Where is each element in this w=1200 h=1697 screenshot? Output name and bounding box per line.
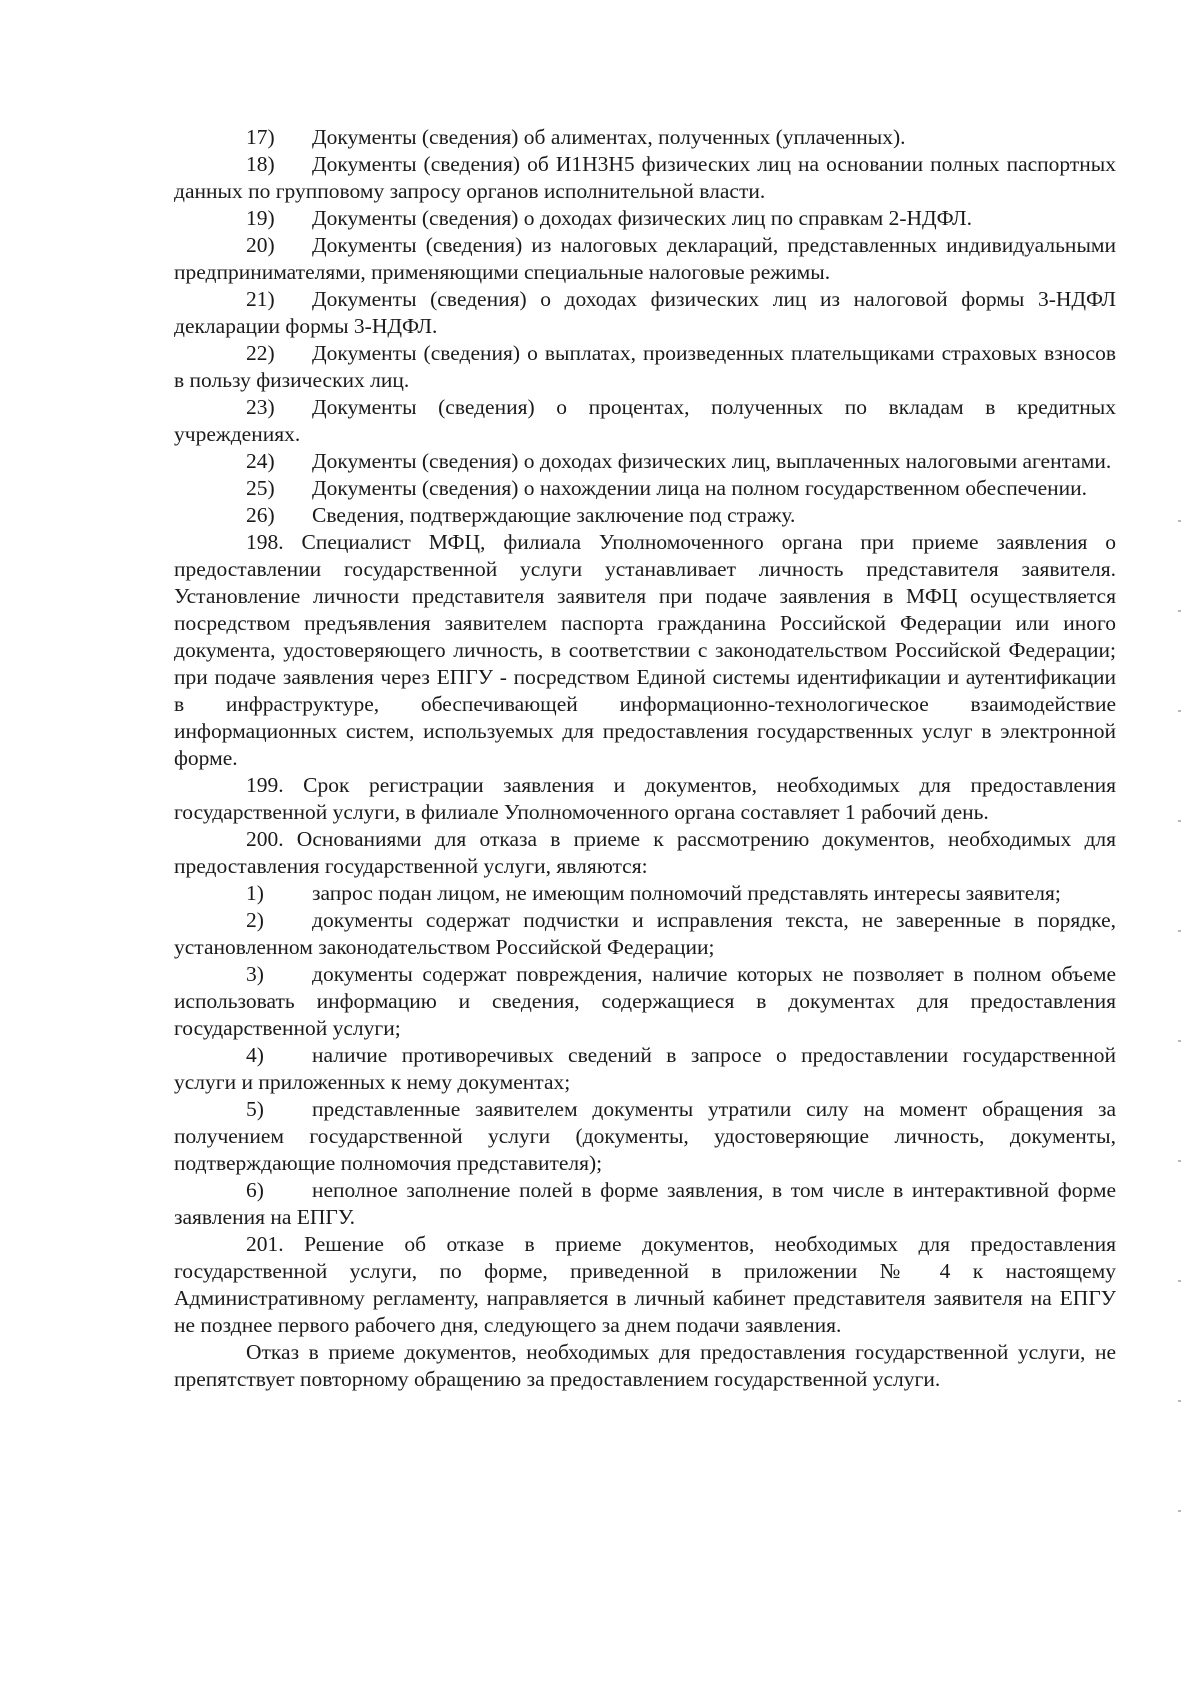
paragraph-199: 199. Срок регистрации заявления и документов, необходимых для предоставления государственной услуги, в филиале Уполномоченного органа составляет 1 рабочий день. <box>174 773 1116 824</box>
item-number: 22) <box>246 341 275 365</box>
item-number: 24) <box>246 449 275 473</box>
paragraph-201: 201. Решение об отказе в приеме документов, необходимых для предоставления государственной услуги, по форме, приведенной в приложении № 4 к настоящему Административному регламенту, направляется в личный кабинет представителя заявителя на ЕПГУ не позднее первого рабочего дня, следующего за днем подачи заявления. <box>174 1232 1116 1337</box>
item-text: Документы (сведения) из налоговых деклараций, представленных индивидуальными предпринимателями, применяющими специальные налоговые режимы. <box>174 233 1116 284</box>
item-text: представленные заявителем документы утратили силу на момент обращения за получением государственной услуги (документы, удостоверяющие личность, документы, подтверждающие полномочия представителя); <box>174 1097 1116 1175</box>
item-number: 25) <box>246 476 275 500</box>
item-number: 20) <box>246 233 275 257</box>
list-item <box>174 124 1116 151</box>
item-number: 5) <box>246 1097 264 1121</box>
list-item <box>174 961 1116 1042</box>
item-number: 18) <box>246 152 275 176</box>
item-number: 19) <box>246 206 275 230</box>
list-item <box>174 448 1116 475</box>
scan-edge-marks <box>1178 520 1182 1520</box>
item-number: 3) <box>246 962 264 986</box>
item-text: документы содержат повреждения, наличие которых не позволяет в полном объеме использовать информацию и сведения, содержащиеся в документах для предоставления государственной услуги; <box>174 962 1116 1040</box>
list-item <box>174 205 1116 232</box>
list-documents <box>174 124 1116 529</box>
paragraph-refusal: Отказ в приеме документов, необходимых для предоставления государственной услуги, не препятствует повторному обращению за предоставлением государственной услуги. <box>174 1340 1116 1391</box>
item-text: Документы (сведения) о доходах физических лиц, выплаченных налоговыми агентами. <box>312 449 1112 473</box>
document-body <box>174 124 1116 1393</box>
list-item <box>174 151 1116 205</box>
list-item <box>174 907 1116 961</box>
list-item <box>174 1177 1116 1231</box>
list-refusal-grounds <box>174 880 1116 1231</box>
item-number: 2) <box>246 908 264 932</box>
list-item <box>174 502 1116 529</box>
list-item <box>174 880 1116 907</box>
item-text: Документы (сведения) о выплатах, произведенных плательщиками страховых взносов в пользу физических лиц. <box>174 341 1116 392</box>
item-text: Документы (сведения) об алиментах, полученных (уплаченных). <box>312 125 906 149</box>
list-item <box>174 1042 1116 1096</box>
list-item <box>174 1096 1116 1177</box>
list-item <box>174 340 1116 394</box>
paragraph-200: 200. Основаниями для отказа в приеме к рассмотрению документов, необходимых для предоставления государственной услуги, являются: <box>174 827 1116 878</box>
item-text: неполное заполнение полей в форме заявления, в том числе в интерактивной форме заявления на ЕПГУ. <box>174 1178 1116 1229</box>
item-text: Документы (сведения) о доходах физических лиц из налоговой формы 3-НДФЛ декларации формы 3-НДФЛ. <box>174 287 1116 338</box>
item-text: Документы (сведения) об И1Н3Н5 физических лиц на основании полных паспортных данных по групповому запросу органов исполнительной власти. <box>174 152 1116 203</box>
item-text: Документы (сведения) о нахождении лица на полном государственном обеспечении. <box>312 476 1088 500</box>
item-text: запрос подан лицом, не имеющим полномочий представлять интересы заявителя; <box>312 881 1061 905</box>
item-text: Сведения, подтверждающие заключение под стражу. <box>312 503 796 527</box>
item-text: Документы (сведения) о процентах, полученных по вкладам в кредитных учреждениях. <box>174 395 1116 446</box>
item-number: 26) <box>246 503 275 527</box>
item-number: 23) <box>246 395 275 419</box>
list-item <box>174 232 1116 286</box>
item-number: 17) <box>246 125 275 149</box>
item-text: наличие противоречивых сведений в запросе о предоставлении государственной услуги и приложенных к нему документах; <box>174 1043 1116 1094</box>
item-number: 6) <box>246 1178 264 1202</box>
item-number: 1) <box>246 881 264 905</box>
item-number: 21) <box>246 287 275 311</box>
list-item <box>174 394 1116 448</box>
item-text: Документы (сведения) о доходах физических лиц по справкам 2-НДФЛ. <box>312 206 973 230</box>
item-text: документы содержат подчистки и исправления текста, не заверенные в порядке, установленном законодательством Российской Федерации; <box>174 908 1116 959</box>
list-item <box>174 475 1116 502</box>
item-number: 4) <box>246 1043 264 1067</box>
paragraph-198: 198. Специалист МФЦ, филиала Уполномоченного органа при приеме заявления о предоставлении государственной услуги устанавливает личность представителя заявителя. Установление личности представителя заявителя при подаче заявления в МФЦ осуществляется посредством предъявления заявителем паспорта гражданина Российской Федерации или иного документа, удостоверяющего личность, в соответствии с законодательством Российской Федерации; при подаче заявления через ЕПГУ - посредством Единой системы идентификации и аутентификации в инфраструктуре, обеспечивающей информационно-технологическое взаимодействие информационных систем, используемых для предоставления государственных услуг в электронной форме. <box>174 530 1116 770</box>
list-item <box>174 286 1116 340</box>
